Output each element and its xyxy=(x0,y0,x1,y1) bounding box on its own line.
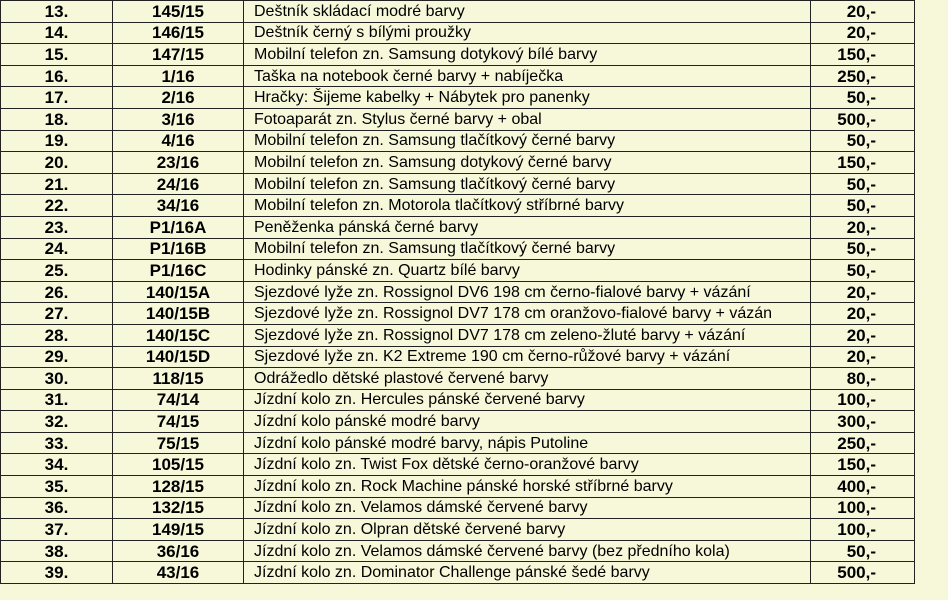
table-row xyxy=(1,303,948,325)
row-number: 21. xyxy=(1,173,113,195)
empty-cell xyxy=(915,454,948,476)
row-number: 37. xyxy=(1,519,113,541)
item-price: 250,- xyxy=(811,432,915,454)
item-code: 105/15 xyxy=(113,454,244,476)
empty-cell xyxy=(915,130,948,152)
item-code: 146/15 xyxy=(113,22,244,44)
item-code: 75/15 xyxy=(113,432,244,454)
item-code: 36/16 xyxy=(113,540,244,562)
empty-cell xyxy=(915,519,948,541)
empty-cell xyxy=(915,87,948,109)
row-number: 32. xyxy=(1,411,113,433)
item-code: 4/16 xyxy=(113,130,244,152)
item-price: 400,- xyxy=(811,476,915,498)
item-price: 80,- xyxy=(811,368,915,390)
row-number: 17. xyxy=(1,87,113,109)
empty-cell xyxy=(915,281,948,303)
empty-cell xyxy=(915,368,948,390)
empty-cell xyxy=(915,324,948,346)
table-row xyxy=(1,519,948,541)
item-price: 250,- xyxy=(811,65,915,87)
row-number: 16. xyxy=(1,65,113,87)
item-code: 140/15D xyxy=(113,346,244,368)
item-description: Jízdní kolo zn. Twist Fox dětské černo-oranžové barvy xyxy=(244,454,811,476)
item-description: Peněženka pánská černé barvy xyxy=(244,216,811,238)
table-row xyxy=(1,216,948,238)
item-description: Odrážedlo dětské plastové červené barvy xyxy=(244,368,811,390)
empty-cell xyxy=(915,411,948,433)
item-description: Sjezdové lyže zn. Rossignol DV6 198 cm černo-fialové barvy + vázání xyxy=(244,281,811,303)
item-description: Deštník skládací modré barvy xyxy=(244,1,811,23)
row-number: 38. xyxy=(1,540,113,562)
row-number: 33. xyxy=(1,432,113,454)
empty-cell xyxy=(915,389,948,411)
item-code: 145/15 xyxy=(113,1,244,23)
table-row xyxy=(1,130,948,152)
row-number: 15. xyxy=(1,44,113,66)
empty-cell xyxy=(915,152,948,174)
item-price: 50,- xyxy=(811,260,915,282)
item-code: 74/14 xyxy=(113,389,244,411)
item-code: 34/16 xyxy=(113,195,244,217)
empty-cell xyxy=(915,497,948,519)
table-row xyxy=(1,432,948,454)
item-description: Jízdní kolo zn. Velamos dámské červené barvy xyxy=(244,497,811,519)
item-price: 100,- xyxy=(811,519,915,541)
empty-cell xyxy=(915,260,948,282)
item-code: 140/15C xyxy=(113,324,244,346)
item-description: Jízdní kolo zn. Olpran dětské červené barvy xyxy=(244,519,811,541)
item-code: 43/16 xyxy=(113,562,244,584)
table-row xyxy=(1,260,948,282)
row-number: 19. xyxy=(1,130,113,152)
empty-cell xyxy=(915,44,948,66)
item-code: 140/15A xyxy=(113,281,244,303)
empty-cell xyxy=(915,108,948,130)
table-row xyxy=(1,44,948,66)
item-price: 50,- xyxy=(811,87,915,109)
row-number: 39. xyxy=(1,562,113,584)
table-row xyxy=(1,195,948,217)
table-row xyxy=(1,22,948,44)
item-code: P1/16C xyxy=(113,260,244,282)
item-price: 150,- xyxy=(811,152,915,174)
table-row xyxy=(1,562,948,584)
table-row xyxy=(1,476,948,498)
row-number: 30. xyxy=(1,368,113,390)
row-number: 18. xyxy=(1,108,113,130)
empty-cell xyxy=(915,1,948,23)
item-description: Sjezdové lyže zn. Rossignol DV7 178 cm zeleno-žluté barvy + vázání xyxy=(244,324,811,346)
empty-cell xyxy=(915,195,948,217)
item-price: 150,- xyxy=(811,44,915,66)
item-description: Jízdní kolo pánské modré barvy, nápis Putoline xyxy=(244,432,811,454)
item-description: Hračky: Šijeme kabelky + Nábytek pro panenky xyxy=(244,87,811,109)
table-row xyxy=(1,497,948,519)
item-description: Mobilní telefon zn. Samsung tlačítkový černé barvy xyxy=(244,130,811,152)
item-price: 50,- xyxy=(811,238,915,260)
item-price: 100,- xyxy=(811,389,915,411)
row-number: 28. xyxy=(1,324,113,346)
empty-cell xyxy=(915,303,948,325)
item-price: 20,- xyxy=(811,22,915,44)
empty-cell xyxy=(915,432,948,454)
empty-cell xyxy=(915,65,948,87)
item-description: Jízdní kolo zn. Velamos dámské červené barvy (bez předního kola) xyxy=(244,540,811,562)
empty-cell xyxy=(915,346,948,368)
item-code: 1/16 xyxy=(113,65,244,87)
row-number: 26. xyxy=(1,281,113,303)
item-description: Jízdní kolo pánské modré barvy xyxy=(244,411,811,433)
item-price: 20,- xyxy=(811,1,915,23)
empty-cell xyxy=(915,540,948,562)
table-row xyxy=(1,389,948,411)
item-price: 20,- xyxy=(811,281,915,303)
item-price: 100,- xyxy=(811,497,915,519)
item-description: Mobilní telefon zn. Samsung dotykový černé barvy xyxy=(244,152,811,174)
item-price: 50,- xyxy=(811,173,915,195)
item-price: 500,- xyxy=(811,108,915,130)
table-row xyxy=(1,324,948,346)
table-row xyxy=(1,87,948,109)
empty-cell xyxy=(915,173,948,195)
item-description: Fotoaparát zn. Stylus černé barvy + obal xyxy=(244,108,811,130)
item-description: Jízdní kolo zn. Dominator Challenge pánské šedé barvy xyxy=(244,562,811,584)
row-number: 14. xyxy=(1,22,113,44)
item-code: P1/16B xyxy=(113,238,244,260)
table-row xyxy=(1,108,948,130)
item-description: Mobilní telefon zn. Samsung tlačítkový černé barvy xyxy=(244,173,811,195)
item-code: 74/15 xyxy=(113,411,244,433)
row-number: 13. xyxy=(1,1,113,23)
table-row xyxy=(1,411,948,433)
item-code: 24/16 xyxy=(113,173,244,195)
row-number: 22. xyxy=(1,195,113,217)
empty-cell xyxy=(915,216,948,238)
item-price: 50,- xyxy=(811,195,915,217)
item-code: 149/15 xyxy=(113,519,244,541)
item-code: 23/16 xyxy=(113,152,244,174)
item-price: 50,- xyxy=(811,130,915,152)
row-number: 27. xyxy=(1,303,113,325)
item-code: 118/15 xyxy=(113,368,244,390)
item-description: Jízdní kolo zn. Hercules pánské červené barvy xyxy=(244,389,811,411)
item-description: Deštník černý s bílými proužky xyxy=(244,22,811,44)
item-description: Jízdní kolo zn. Rock Machine pánské horské stříbrné barvy xyxy=(244,476,811,498)
item-code: 132/15 xyxy=(113,497,244,519)
item-code: 140/15B xyxy=(113,303,244,325)
items-table-body xyxy=(1,0,948,584)
row-number: 36. xyxy=(1,497,113,519)
row-number: 34. xyxy=(1,454,113,476)
item-code: 3/16 xyxy=(113,108,244,130)
table-row xyxy=(1,368,948,390)
empty-cell xyxy=(915,476,948,498)
row-number: 29. xyxy=(1,346,113,368)
row-number: 20. xyxy=(1,152,113,174)
table-row xyxy=(1,346,948,368)
table-row xyxy=(1,454,948,476)
item-description: Sjezdové lyže zn. Rossignol DV7 178 cm oranžovo-fialové barvy + vázán xyxy=(244,303,811,325)
table-row xyxy=(1,152,948,174)
item-price: 150,- xyxy=(811,454,915,476)
item-price: 300,- xyxy=(811,411,915,433)
row-number: 35. xyxy=(1,476,113,498)
item-code: 2/16 xyxy=(113,87,244,109)
item-description: Hodinky pánské zn. Quartz bílé barvy xyxy=(244,260,811,282)
item-code: P1/16A xyxy=(113,216,244,238)
row-number: 23. xyxy=(1,216,113,238)
item-price: 20,- xyxy=(811,324,915,346)
row-number: 25. xyxy=(1,260,113,282)
table-row xyxy=(1,540,948,562)
item-price: 500,- xyxy=(811,562,915,584)
table-row xyxy=(1,281,948,303)
item-price: 20,- xyxy=(811,216,915,238)
table-row xyxy=(1,1,948,23)
item-description: Taška na notebook černé barvy + nabíječka xyxy=(244,65,811,87)
item-description: Sjezdové lyže zn. K2 Extreme 190 cm černo-růžové barvy + vázání xyxy=(244,346,811,368)
item-price: 20,- xyxy=(811,346,915,368)
empty-cell xyxy=(915,238,948,260)
item-price: 50,- xyxy=(811,540,915,562)
item-description: Mobilní telefon zn. Samsung dotykový bílé barvy xyxy=(244,44,811,66)
item-price: 20,- xyxy=(811,303,915,325)
empty-cell xyxy=(915,562,948,584)
item-code: 128/15 xyxy=(113,476,244,498)
table-row xyxy=(1,65,948,87)
table-row xyxy=(1,173,948,195)
empty-cell xyxy=(915,22,948,44)
item-description: Mobilní telefon zn. Motorola tlačítkový stříbrné barvy xyxy=(244,195,811,217)
item-code: 147/15 xyxy=(113,44,244,66)
row-number: 24. xyxy=(1,238,113,260)
table-row xyxy=(1,238,948,260)
item-description: Mobilní telefon zn. Samsung tlačítkový černé barvy xyxy=(244,238,811,260)
row-number: 31. xyxy=(1,389,113,411)
